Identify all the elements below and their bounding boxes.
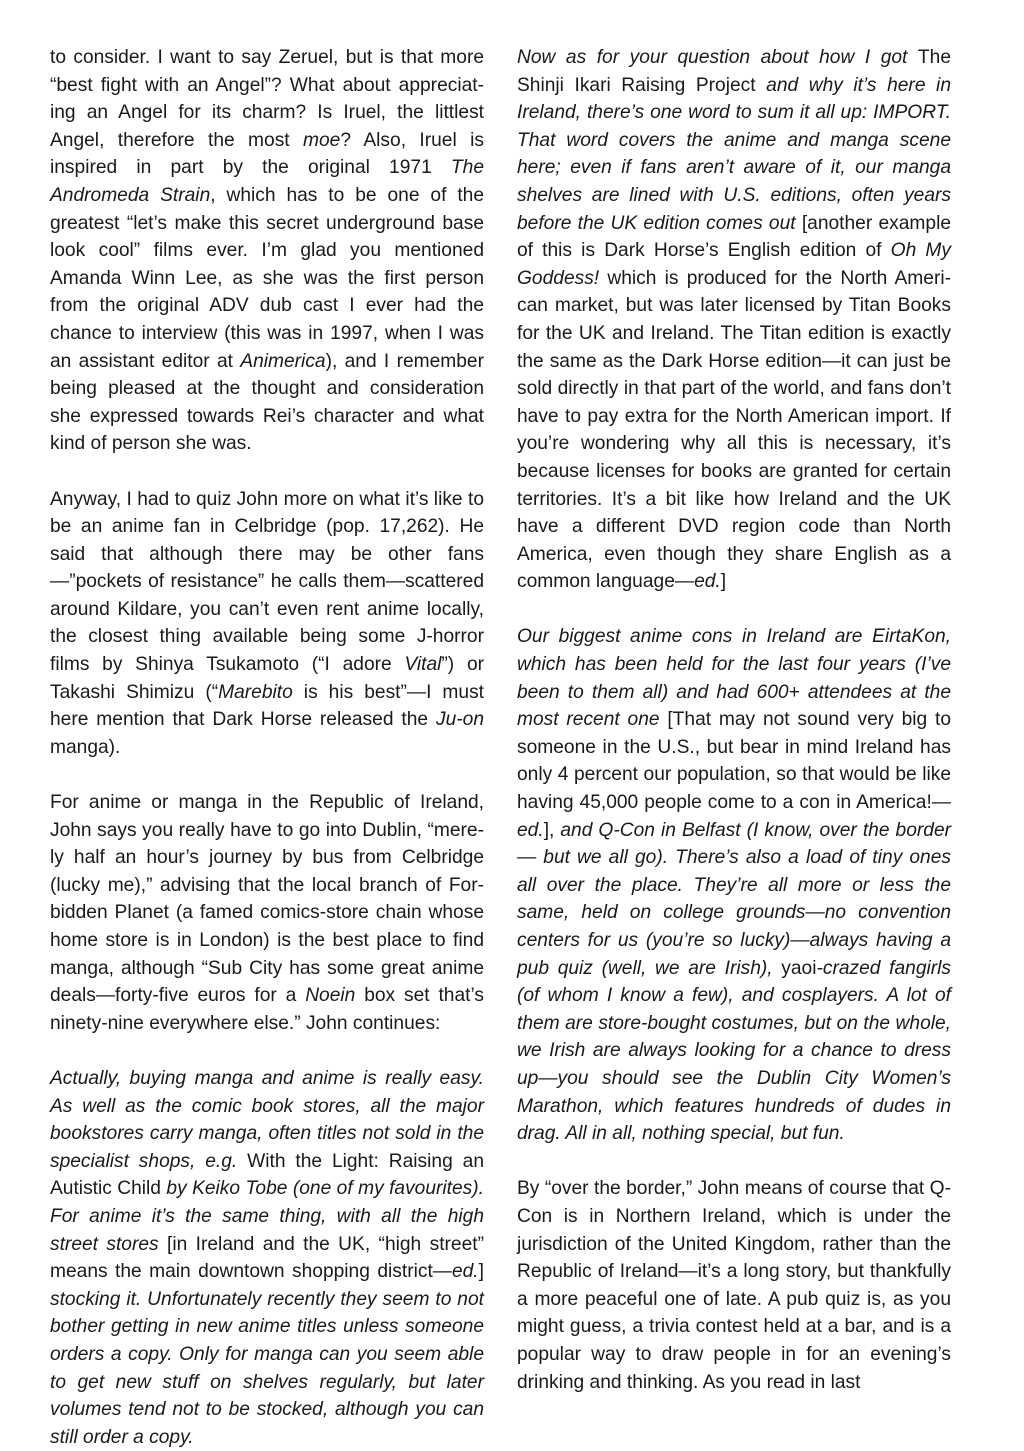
italic-text-run: by Keiko Tobe (one of my favourites). For anime it’s the same thing, with all the high street stores [50,1178,484,1255]
paragraph [50,1065,484,1451]
text-run: which is produced for the North American market, but was later licensed by Titan Books for the UK and Ireland. The Titan edition is exactly the same as the Dark Horse edition—it can just be sold directly in that part of the world, and fans don’t have to pay extra for the North American import. If you’re wondering why all this is necessary, it’s because licenses for books are granted for certain territories. It’s a bit like how Ireland and the UK have a different DVD region code than North America, even though they share English as a common language— [517,267,951,593]
italic-text-run: Oh My Goddess! [517,240,951,289]
paragraph [50,789,484,1037]
text-run: [That may not sound very big to someone in the U.S., but bear in mind Ireland has only 4 percent our population, so that would be like having 45,000 people come to a con in America!— [517,709,951,814]
text-run: ), and I remember being pleased at the thought and consideration she expressed towards Rei’s character and what kind of person she was. [50,350,484,455]
text-run: [another example of this is Dark Horse’s English edition of [517,212,951,262]
text-run: , which has to be one of the greatest “let’s make this secret underground base look cool” films ever. I’m glad you mentioned Amanda Winn Lee, as she was the first person from the original ADV dub cast I ever had the chance to interview (this was in 1997, when I was an assistant editor at [50,184,484,372]
text-run: Anyway, I had to quiz John more on what it’s like to be an anime fan in Celbridge (pop. 17,262). He said that although there may be other fans—”pockets of resistance” he calls them—scattered around Kildare, you can’t even rent anime locally, the closest thing available being some J-horror films by Shinya Tsukamoto (“I adore [50,488,484,676]
text-run: to consider. I want to say Zeruel, but is that more “best fight with an Angel”? What about appreciating an Angel for its charm? Is Iruel, the littlest Angel, therefore the most [50,47,484,151]
left-column [50,44,484,1451]
italic-text-run: ed. [517,819,544,841]
italic-text-run: ed. [694,571,721,593]
italic-text-run: Actually, buying manga and anime is really easy. As well as the comic book stores, all the major bookstores carry manga, often titles not sold in the specialist shops, e.g. [50,1067,484,1172]
paragraph [50,486,484,762]
italic-text-run: Now as for your question about how I got [517,47,918,68]
italic-text-run: Vital [404,654,442,676]
italic-text-run: -crazed fangirls (of whom I know a few), and cosplayers. A lot of them are store-bought costumes, but on the whole, we Irish are always looking for a chance to dress up—you should see the Dublin City Women’s Marathon, which features hundreds of dudes in drag. All in all, nothing special, but fun. [517,957,951,1145]
paragraph [517,1175,951,1396]
italic-text-run: ed. [451,1261,479,1283]
italic-text-run: and why it’s here in Ireland, there’s one word to sum it all up: IMPORT. That word covers the anime and manga scene here; even if fans aren’t aware of it, our manga shelves are lined with U.S. editions, often years before the UK edition comes out [517,74,951,234]
italic-text-run: Marebito [218,681,293,703]
text-run: ”) or Takashi Shimizu (“ [50,654,485,703]
text-run: yaoi [781,957,817,979]
text-run: [in Ireland and the UK, “high street” means the main downtown shopping district— [50,1233,484,1283]
italic-text-run: moe [303,129,341,151]
text-run: ], [543,819,561,841]
italic-text-run: Animerica [240,350,326,372]
right-column [517,44,951,1396]
paragraph [517,44,951,596]
text-run: manga). [50,736,121,758]
text-run: box set that’s ninety-nine everywhere else.” John continues: [50,985,484,1034]
text-run: ] [478,1261,484,1283]
paragraph [517,623,951,1147]
text-run: With the Light: Raising an Autistic Child [50,1150,484,1200]
italic-text-run: and Q-Con in Belfast (I know, over the border— but we all go). There’s also a load of tiny ones all over the place. They’re all more or less the same, held on college grounds—no convention centers for us (you’re so lucky)—always having a pub quiz (well, we are Irish), [517,819,952,979]
text-run: ? Also, Iruel is inspired in part by the original 1971 [50,129,484,179]
paragraph [50,44,484,458]
italic-text-run: The Andromeda Strain [50,157,484,206]
text-run: ] [720,571,727,593]
italic-text-run: Ju-on [436,709,484,731]
text-run: is his best”—I must here mention that Dark Horse released the [50,681,484,731]
italic-text-run: Noein [305,985,356,1007]
italic-text-run: stocking it. Unfortunately recently they seem to not bother getting in new anime titles unless someone orders a copy. Only for manga can you seem able to get new stuff on shelves regularly, but later volumes tend not to be stocked, although you can still order a copy. [50,1288,484,1448]
text-run: The Shinji Ikari Raising Project [517,47,951,96]
italic-text-run: Our biggest anime cons in Ireland are EirtaKon, which has been held for the last four years (I’ve been to them all) and had 600+ attendees at the most recent one [517,626,951,731]
text-run: For anime or manga in the Republic of Ireland, John says you really have to go into Dublin, “merely half an hour’s journey by bus from Celbridge (lucky me),” advising that the local branch of Forbidden Planet (a famed comics-store chain whose home store is in London) is the best place to find manga, although “Sub City has some great anime deals—forty-five euros for a [50,792,484,1007]
text-run: By “over the border,” John means of course that Q-Con is in Northern Ireland, which is under the jurisdiction of the United Kingdom, rather than the Republic of Ireland—it’s a long story, but thankfully a more peaceful one of late. A pub quiz is, as you might guess, a trivia contest held at a bar, and is a popular way to draw people in for an evening’s drinking and thinking. As you read in last [517,1178,951,1393]
